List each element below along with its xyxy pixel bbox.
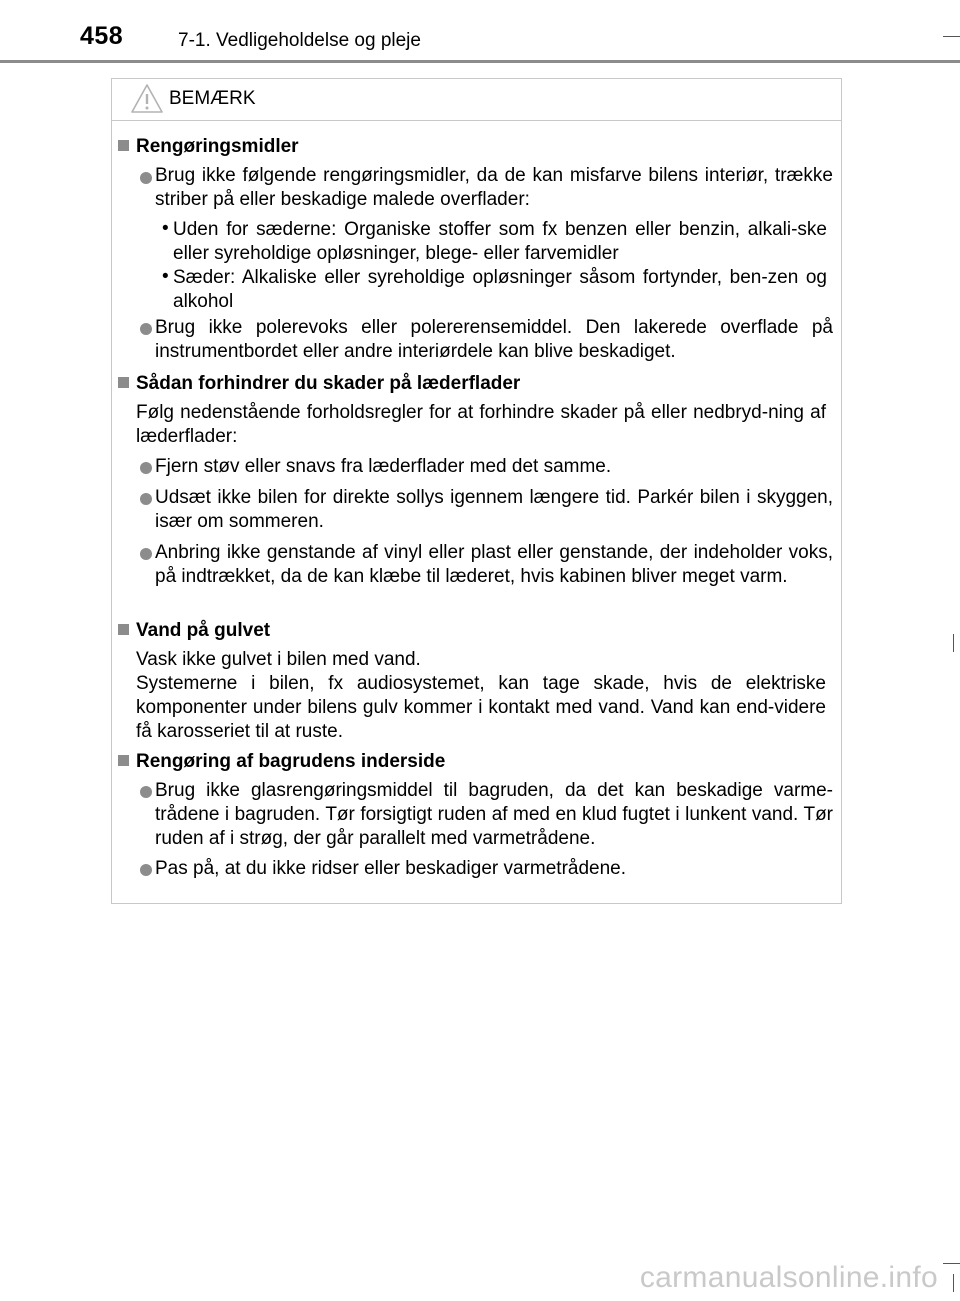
note-title: BEMÆRK (169, 88, 256, 109)
section-heading-text: Vand på gulvet (136, 620, 271, 641)
section-heading (118, 136, 299, 158)
bullet-text: Udsæt ikke bilen for direkte sollys igennem længere tid. Parkér bilen i skyggen, især om sommeren. (155, 487, 833, 532)
circle-bullet-icon (140, 864, 152, 876)
section-title: 7-1. Vedligeholdelse og pleje (178, 30, 421, 51)
dash-bullet-icon: • (162, 266, 169, 287)
section-heading (118, 751, 445, 773)
watermark[interactable]: carmanualsonline.info (639, 1261, 938, 1294)
bullet-text: Brug ikke følgende rengøringsmidler, da de kan misfarve bilens interiør, trække striber på eller beskadige malede overflader: (155, 165, 833, 210)
intro-text: Følg nedenstående forholdsregler for at forhindre skader på eller nedbryd-ning af læderflader: (136, 402, 826, 447)
circle-bullet-icon (140, 548, 152, 560)
crop-mark-middle (953, 634, 954, 652)
section-heading (118, 373, 520, 395)
bullet-text: Brug ikke glasrengøringsmiddel til bagruden, da det kan beskadige varme-trådene i bagruden. Tør forsigtigt ruden af med en klud fugtet i lunkent vand. Tør ruden af i strøg, der går parallelt med varmetrådene. (155, 780, 833, 849)
crop-mark-top (943, 36, 960, 37)
crop-mark-bottom (943, 1263, 960, 1264)
circle-bullet-icon (140, 493, 152, 505)
section-heading-text: Rengøring af bagrudens inderside (136, 751, 446, 772)
square-bullet-icon (118, 755, 129, 766)
section-heading (118, 620, 270, 642)
section-heading-text: Rengøringsmidler (136, 136, 299, 157)
body-text: Systemerne i bilen, fx audiosystemet, kan tage skade, hvis de elektriske komponenter under bilens gulv kommer i kontakt med vand. Vand kan end-videre få karosseriet til at ruste. (136, 673, 826, 742)
bullet-text: Anbring ikke genstande af vinyl eller plast eller genstande, der indeholder voks, på indtrækket, da de kan klæbe til læderet, hvis kabinen bliver meget varm. (155, 542, 833, 587)
circle-bullet-icon (140, 786, 152, 798)
circle-bullet-icon (140, 323, 152, 335)
body-text: Vask ikke gulvet i bilen med vand. (136, 649, 421, 670)
square-bullet-icon (118, 140, 129, 151)
header-rule (0, 60, 960, 63)
bullet-text: Pas på, at du ikke ridser eller beskadiger varmetrådene. (155, 858, 627, 879)
note-box (111, 78, 842, 904)
square-bullet-icon (118, 377, 129, 388)
note-header (112, 79, 841, 121)
bullet-text: Fjern støv eller snavs fra læderflader med det samme. (155, 456, 612, 477)
circle-bullet-icon (140, 462, 152, 474)
section-heading-text: Sådan forhindrer du skader på læderflader (136, 373, 521, 394)
subitem-text: Sæder: Alkaliske eller syreholdige opløsninger såsom fortynder, ben-zen og alkohol (173, 267, 827, 312)
dash-bullet-icon: • (162, 218, 169, 239)
page-number: 458 (80, 22, 124, 50)
bullet-text: Brug ikke polerevoks eller polererensemiddel. Den lakerede overflade på instrumentbordet eller andre interiørdele kan blive beskadiget. (155, 317, 833, 362)
crop-mark-bottom-vertical (953, 1274, 954, 1292)
square-bullet-icon (118, 624, 129, 635)
warning-triangle-icon (130, 83, 164, 119)
subitem-text: Uden for sæderne: Organiske stoffer som fx benzen eller benzin, alkali-ske eller syreholdige opløsninger, blege- eller farvemidler (173, 219, 827, 264)
circle-bullet-icon (140, 172, 152, 184)
